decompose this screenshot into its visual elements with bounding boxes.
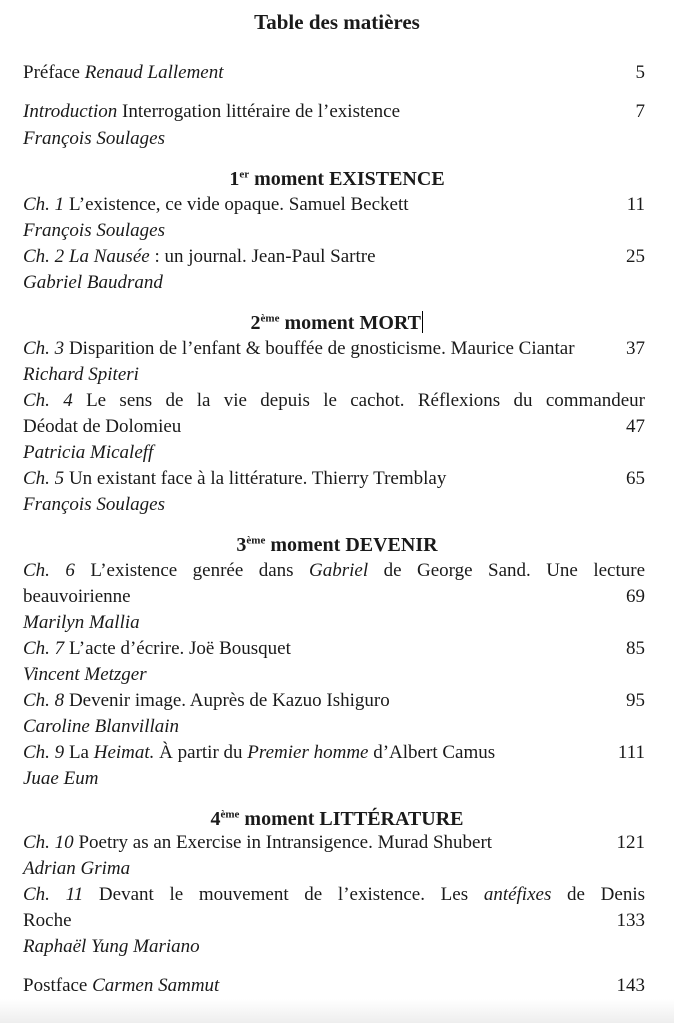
- preface-label: Préface: [23, 62, 80, 83]
- moment-heading-2: 2ème moment MORT: [0, 310, 674, 336]
- page-number: 7: [635, 101, 645, 122]
- chapter-title-italic: antéfixes: [483, 884, 552, 905]
- preface-entry: [23, 60, 645, 86]
- chapter-3: [23, 336, 645, 362]
- chapter-label: Ch. 8: [23, 690, 65, 711]
- chapter-author: Vincent Metzger: [23, 664, 147, 685]
- chapter-title: Un existant face à la littérature. Thierry Tremblay: [68, 468, 447, 489]
- moment-heading-4: 4ème moment LITTÉRATURE: [210, 808, 464, 830]
- page-number: 11: [626, 194, 645, 215]
- text-cursor: [422, 311, 424, 333]
- page-number: 95: [626, 690, 645, 711]
- chapter-title: Poetry as an Exercise in Intransigence. Murad Shubert: [78, 832, 493, 853]
- chapter-6: [23, 558, 645, 584]
- chapter-author: Gabriel Baudrand: [23, 272, 163, 293]
- chapter-label: Ch. 2: [23, 246, 65, 267]
- chapter-label: Ch. 1: [23, 194, 65, 215]
- chapter-author: Richard Spiteri: [23, 364, 139, 385]
- chapter-11: [23, 882, 645, 908]
- chapter-label: Ch. 7: [23, 638, 65, 659]
- chapter-title: À partir du: [159, 742, 243, 763]
- chapter-author: Adrian Grima: [23, 858, 131, 879]
- chapter-label: Ch. 10: [23, 832, 74, 853]
- page-title: Table des matières: [254, 10, 420, 34]
- chapter-author: Caroline Blanvillain: [23, 716, 180, 737]
- page-number: 121: [616, 832, 645, 853]
- page-bottom-shadow: [0, 999, 674, 1023]
- chapter-author: François Soulages: [23, 494, 165, 515]
- introduction-entry: [23, 99, 645, 125]
- chapter-title: : un journal. Jean-Paul Sartre: [149, 246, 376, 267]
- chapter-label: Ch. 11: [23, 884, 84, 905]
- page-number: 5: [635, 62, 645, 83]
- postface-author: Carmen Sammut: [92, 975, 220, 996]
- chapter-title: Disparition de l’enfant & bouffée de gnosticisme. Maurice Ciantar: [68, 338, 575, 359]
- page-number: 25: [626, 246, 645, 267]
- chapter-title: L’acte d’écrire. Joë Bousquet: [68, 638, 291, 659]
- chapter-title: L’existence, ce vide opaque. Samuel Beckett: [68, 194, 409, 215]
- moment-heading-3: 3ème moment DEVENIR: [236, 534, 438, 556]
- chapter-title-italic: La Nausée: [68, 246, 150, 267]
- chapter-title: Devant le mouvement de l’existence. Les: [98, 884, 469, 905]
- chapter-title-italic: Gabriel: [309, 560, 369, 581]
- postface-label: Postface: [23, 975, 88, 996]
- moment-heading-1: 1er moment EXISTENCE: [229, 168, 445, 190]
- chapter-title: L’existence genrée dans: [90, 560, 294, 581]
- chapter-title: Devenir image. Auprès de Kazuo Ishiguro: [68, 690, 390, 711]
- chapter-label: Ch. 9: [23, 742, 65, 763]
- chapter-11-line2: [23, 908, 645, 934]
- chapter-7: [23, 636, 645, 662]
- page-number: 111: [617, 742, 645, 763]
- introduction-label: Introduction: [23, 101, 118, 122]
- chapter-label: Ch. 3: [23, 338, 65, 359]
- chapter-author: Raphaël Yung Mariano: [23, 936, 200, 957]
- chapter-title: Le sens de la vie depuis le cachot. Réflexions du commandeur: [86, 390, 646, 411]
- chapter-title: de George Sand. Une lecture: [383, 560, 645, 581]
- chapter-title-italic: Premier homme: [247, 742, 369, 763]
- chapter-5: [23, 466, 645, 492]
- chapter-2: [23, 244, 645, 270]
- chapter-6-line2: [23, 584, 645, 610]
- chapter-author: Juae Eum: [23, 768, 99, 789]
- chapter-title-continued: Déodat de Dolomieu: [23, 416, 182, 437]
- chapter-title-italic: Heimat.: [93, 742, 155, 763]
- page-number: 85: [626, 638, 645, 659]
- chapter-title-continued: Roche: [23, 910, 72, 931]
- introduction-title: Interrogation littéraire de l’existence: [122, 101, 401, 122]
- page-number: 69: [626, 586, 645, 607]
- chapter-title: La: [68, 742, 89, 763]
- page-number: 47: [626, 416, 645, 437]
- introduction-author: François Soulages: [23, 128, 165, 149]
- chapter-9: [23, 740, 645, 766]
- chapter-title: de Denis: [567, 884, 646, 905]
- preface-author: Renaud Lallement: [84, 62, 224, 83]
- chapter-4: [23, 388, 645, 414]
- chapter-title: d’Albert Camus: [373, 742, 496, 763]
- chapter-10: [23, 830, 645, 856]
- chapter-title-continued: beauvoirienne: [23, 586, 131, 607]
- chapter-1: [23, 192, 645, 218]
- page-number: 37: [626, 338, 645, 359]
- chapter-label: Ch. 5: [23, 468, 65, 489]
- page-number: 143: [616, 975, 645, 996]
- chapter-8: [23, 688, 645, 714]
- postface-entry: [23, 973, 645, 999]
- chapter-label: Ch. 6: [23, 560, 75, 581]
- chapter-4-line2: [23, 414, 645, 440]
- page-number: 65: [626, 468, 645, 489]
- chapter-author: François Soulages: [23, 220, 165, 241]
- chapter-author: Patricia Micaleff: [23, 442, 154, 463]
- chapter-author: Marilyn Mallia: [23, 612, 140, 633]
- chapter-label: Ch. 4: [23, 390, 73, 411]
- page-number: 133: [616, 910, 645, 931]
